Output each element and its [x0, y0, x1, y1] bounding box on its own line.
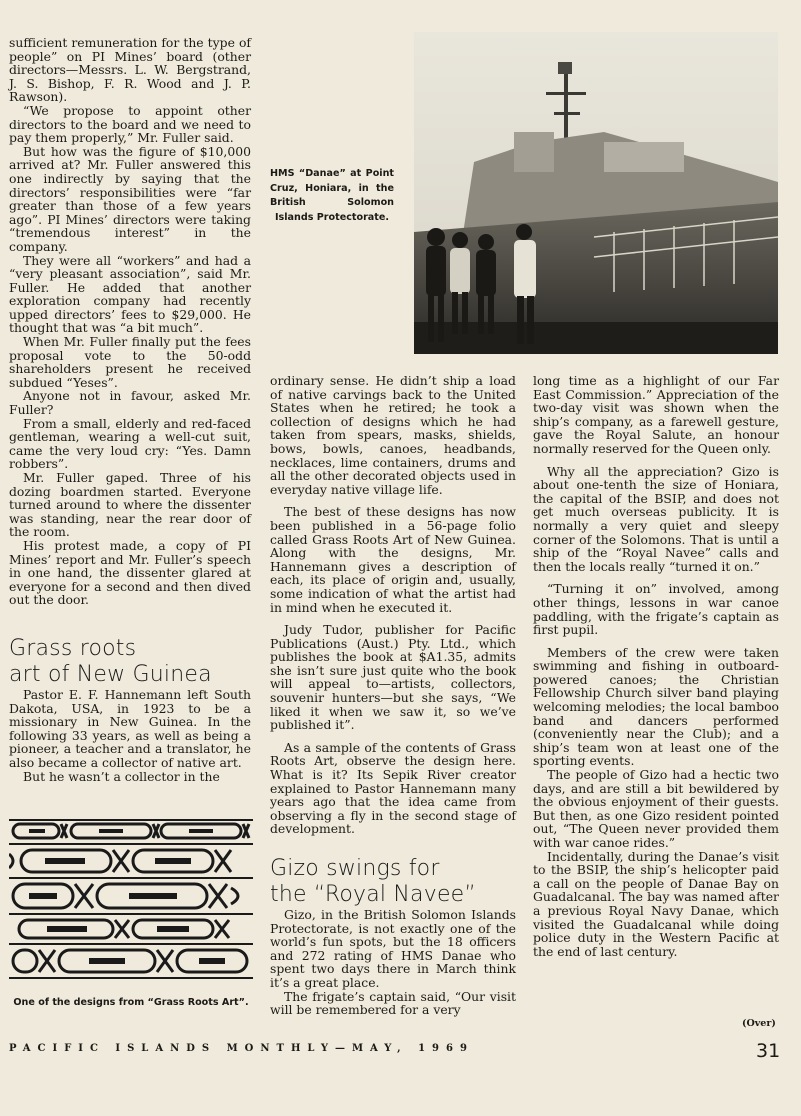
article1-paragraph: When Mr. Fuller finally put the fees proposal vote to the 50-odd shareholders present he received subdued “Yeses”.: [9, 334, 251, 390]
article3-heading-line: the “Royal Navee”: [270, 882, 477, 907]
design-caption: One of the designs from “Grass Roots Art”.: [13, 997, 249, 1008]
article1-paragraph: They were all “workers” and had a “very pleasant association”, said Mr. Fuller. He added that another exploration company had recently upped directors’ fees to $29,000. He thought that was “a bit much”.: [9, 252, 251, 336]
article1-paragraph: “We propose to appoint other directors to the board and we need to pay them properly,” Mr. Fuller said.: [9, 102, 251, 146]
article3-paragraph: Gizo, in the British Solomon Islands Protectorate, is not exactly one of the world’s fun spots, but the 18 officers and 272 rating of HMS Danae who spent two days there in March think it’s a great place.: [270, 907, 516, 990]
continued-marker: (Over): [742, 1018, 776, 1029]
ship-photo: [414, 32, 778, 354]
article1-paragraph: Mr. Fuller gaped. Three of his dozing boardmen started. Everyone turned around to where the dissenter was standing, near the rear door of the room.: [9, 470, 251, 540]
article2-paragraph: ordinary sense. He didn’t ship a load of native carvings back to the United States when he retired; he took a collection of designs which he had taken from spears, masks, shields, bows, bowls, canoes, headbands, necklaces, lime containers, drums and all the other decorated objects used in everyday native village life.: [270, 373, 516, 497]
article3-paragraph: Why all the appreciation? Gizo is about one-tenth the size of Honiara, the capital of the BSIP, and does not get much overseas publicity. It is normally a very quiet and sleepy corner of the Solomons. That is until a ship of the “Royal Navee” calls and then the locals really “turned it on.”: [533, 463, 779, 574]
article3-heading: [270, 856, 516, 908]
masthead-footer: PACIFIC ISLANDS MONTHLY—MAY, 1969: [9, 1043, 474, 1054]
article2-heading-line: art of New Guinea: [9, 662, 212, 687]
article3-paragraph: Members of the crew were taken swimming and fishing in outboard-powered canoes; the Christian Fellowship Church silver band playing welcoming melodies; the local bamboo band and dancers performed (conveniently near the Club); and a ship’s team won at least one of the sporting events.: [533, 644, 779, 769]
article2-heading-line: Grass roots: [9, 636, 137, 661]
article3-column-2: [270, 908, 516, 1017]
article3-paragraph: “Turning it on” involved, among other things, lessons in war canoe paddling, with the frigate’s captain as first pupil.: [533, 581, 779, 638]
article3-paragraph: long time as a highlight of our Far East Commission.” Appreciation of the two-day visit was shown when the ship’s company, as a farewell gesture, gave the Royal Salute, an honour normally reserved for the Queen only.: [533, 373, 779, 456]
article1-paragraph: From a small, elderly and red-faced gentleman, wearing a well-cut suit, came the very loud cry: “Yes. Damn robbers”.: [9, 415, 251, 472]
sepik-design-illustration: [9, 818, 253, 988]
article1-column: [9, 36, 251, 607]
article2-paragraph: Judy Tudor, publisher for Pacific Publications (Aust.) Pty. Ltd., which publishes the book at $A1.35, admits she isn’t sure just quite who the book will appeal to—artists, collectors, souvenir hunters—but she says, “We liked it when we saw it, so we’ve published it”.: [270, 622, 516, 733]
article1-paragraph: Anyone not in favour, asked Mr. Fuller?: [9, 388, 251, 418]
article1-paragraph: sufficient remuneration for the type of people” on PI Mines’ board (other directors—Messrs. L. W. Bergstrand, J. S. Bishop, F. R. Wood and J. P. Rawson).: [9, 35, 251, 105]
photo-caption: HMS “Danae” at Point Cruz, Honiara, in the British Solomon Islands Protectorate.: [270, 168, 394, 223]
article3-paragraph: Incidentally, during the Danae’s visit to the BSIP, the ship’s helicopter paid a call on the people of Danae Bay on Guadalcanal. The bay was named after a previous Royal Navy Danae, which visited the Guadalcanal while doing police duty in the Western Pacific at the end of last century.: [533, 848, 779, 959]
article2-paragraph: But he wasn’t a collector in the: [23, 768, 220, 784]
page-number: 31: [756, 1040, 781, 1062]
article2-paragraph: The best of these designs has now been published in a 56-page folio called Grass Roots Art of New Guinea. Along with the designs, Mr. Hannemann gives a description of each, its place of origin and, usually, some indication of what the artist had in mind when he executed it.: [270, 504, 516, 615]
article3-paragraph: The frigate’s captain said, “Our visit will be remembered for a very: [270, 988, 516, 1018]
article2-heading: [9, 636, 251, 688]
article3-heading-line: Gizo swings for: [270, 856, 440, 881]
article2-column-2: [270, 374, 516, 836]
article1-paragraph: But how was the figure of $10,000 arrived at? Mr. Fuller answered this one indirectly by saying that the directors’ responsibilities were “far greater than those of a few years ago”. PI Mines’ directors were taking “tremendous interest” in the company.: [9, 143, 251, 254]
article1-paragraph: His protest made, a copy of PI Mines’ report and Mr. Fuller’s speech in one hand, the dissenter glared at everyone for a second and then dived out the door.: [9, 537, 251, 608]
article3-column-3: [533, 374, 779, 958]
article2-paragraph: As a sample of the contents of Grass Roots Art, observe the design here. What is it? Its Sepik River creator explained to Pastor Hannemann many years ago that the idea came from observing a fly in the second stage of development.: [270, 739, 516, 837]
article2-column-1: [9, 688, 251, 783]
article3-paragraph: The people of Gizo had a hectic two days, and are still a bit bewildered by the obvious enjoyment of their guests. But then, as one Gizo resident pointed out, “The Queen never provided them with war canoe rides.”: [533, 767, 779, 850]
article2-paragraph: Pastor E. F. Hannemann left South Dakota, USA, in 1923 to be a missionary in New Guinea. In the following 33 years, as well as being a pioneer, a teacher and a translator, he also became a collector of native art.: [9, 687, 251, 770]
